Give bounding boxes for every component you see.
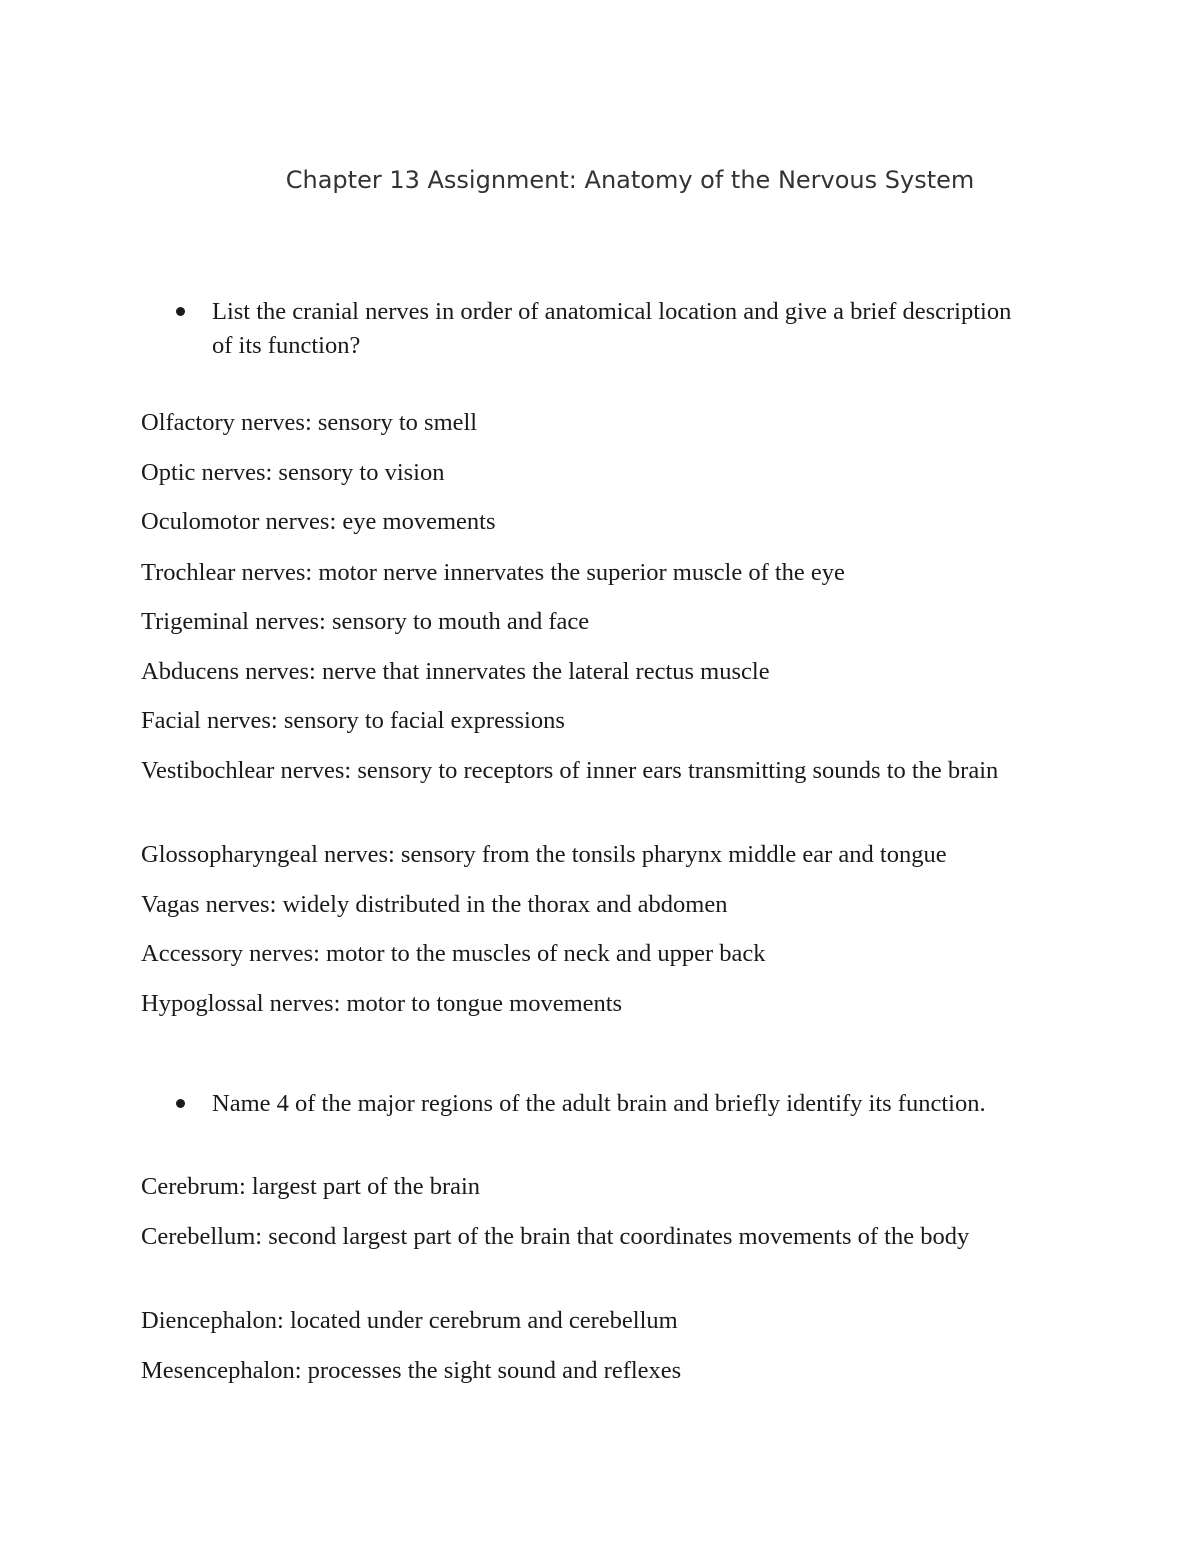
answer-hypoglossal: Hypoglossal nerves: motor to tongue movements: [141, 990, 623, 1017]
answer-cerebrum: Cerebrum: largest part of the brain: [141, 1173, 481, 1200]
answer-trigeminal: Trigeminal nerves: sensory to mouth and face: [141, 608, 590, 635]
answer-diencephalon: Diencephalon: located under cerebrum and cerebellum: [141, 1307, 678, 1334]
answer-mesencephalon: Mesencephalon: processes the sight sound and reflexes: [141, 1357, 682, 1384]
bullet-icon: [176, 307, 185, 316]
answer-vagas: Vagas nerves: widely distributed in the thorax and abdomen: [141, 891, 728, 918]
question-1: List the cranial nerves in order of anatomical location and give a brief description of its function?: [212, 298, 1012, 359]
answer-oculomotor: Oculomotor nerves: eye movements: [141, 508, 496, 535]
answer-glossopharyngeal: Glossopharyngeal nerves: sensory from the tonsils pharynx middle ear and tongue: [141, 841, 947, 868]
answer-cerebellum: Cerebellum: second largest part of the brain that coordinates movements of the body: [141, 1223, 970, 1250]
bullet-icon: [176, 1099, 185, 1108]
answer-vestibochlear: Vestibochlear nerves: sensory to receptors of inner ears transmitting sounds to the brain: [141, 757, 999, 784]
answer-optic: Optic nerves: sensory to vision: [141, 459, 445, 486]
answer-accessory: Accessory nerves: motor to the muscles of neck and upper back: [141, 940, 766, 967]
answer-trochlear: Trochlear nerves: motor nerve innervates the superior muscle of the eye: [141, 559, 845, 586]
document-title: Chapter 13 Assignment: Anatomy of the Nervous System: [285, 166, 975, 194]
answer-olfactory: Olfactory nerves: sensory to smell: [141, 409, 478, 436]
answer-abducens: Abducens nerves: nerve that innervates the lateral rectus muscle: [141, 658, 770, 685]
question-2: Name 4 of the major regions of the adult brain and briefly identify its function.: [212, 1090, 986, 1117]
answer-facial: Facial nerves: sensory to facial expressions: [141, 707, 565, 734]
